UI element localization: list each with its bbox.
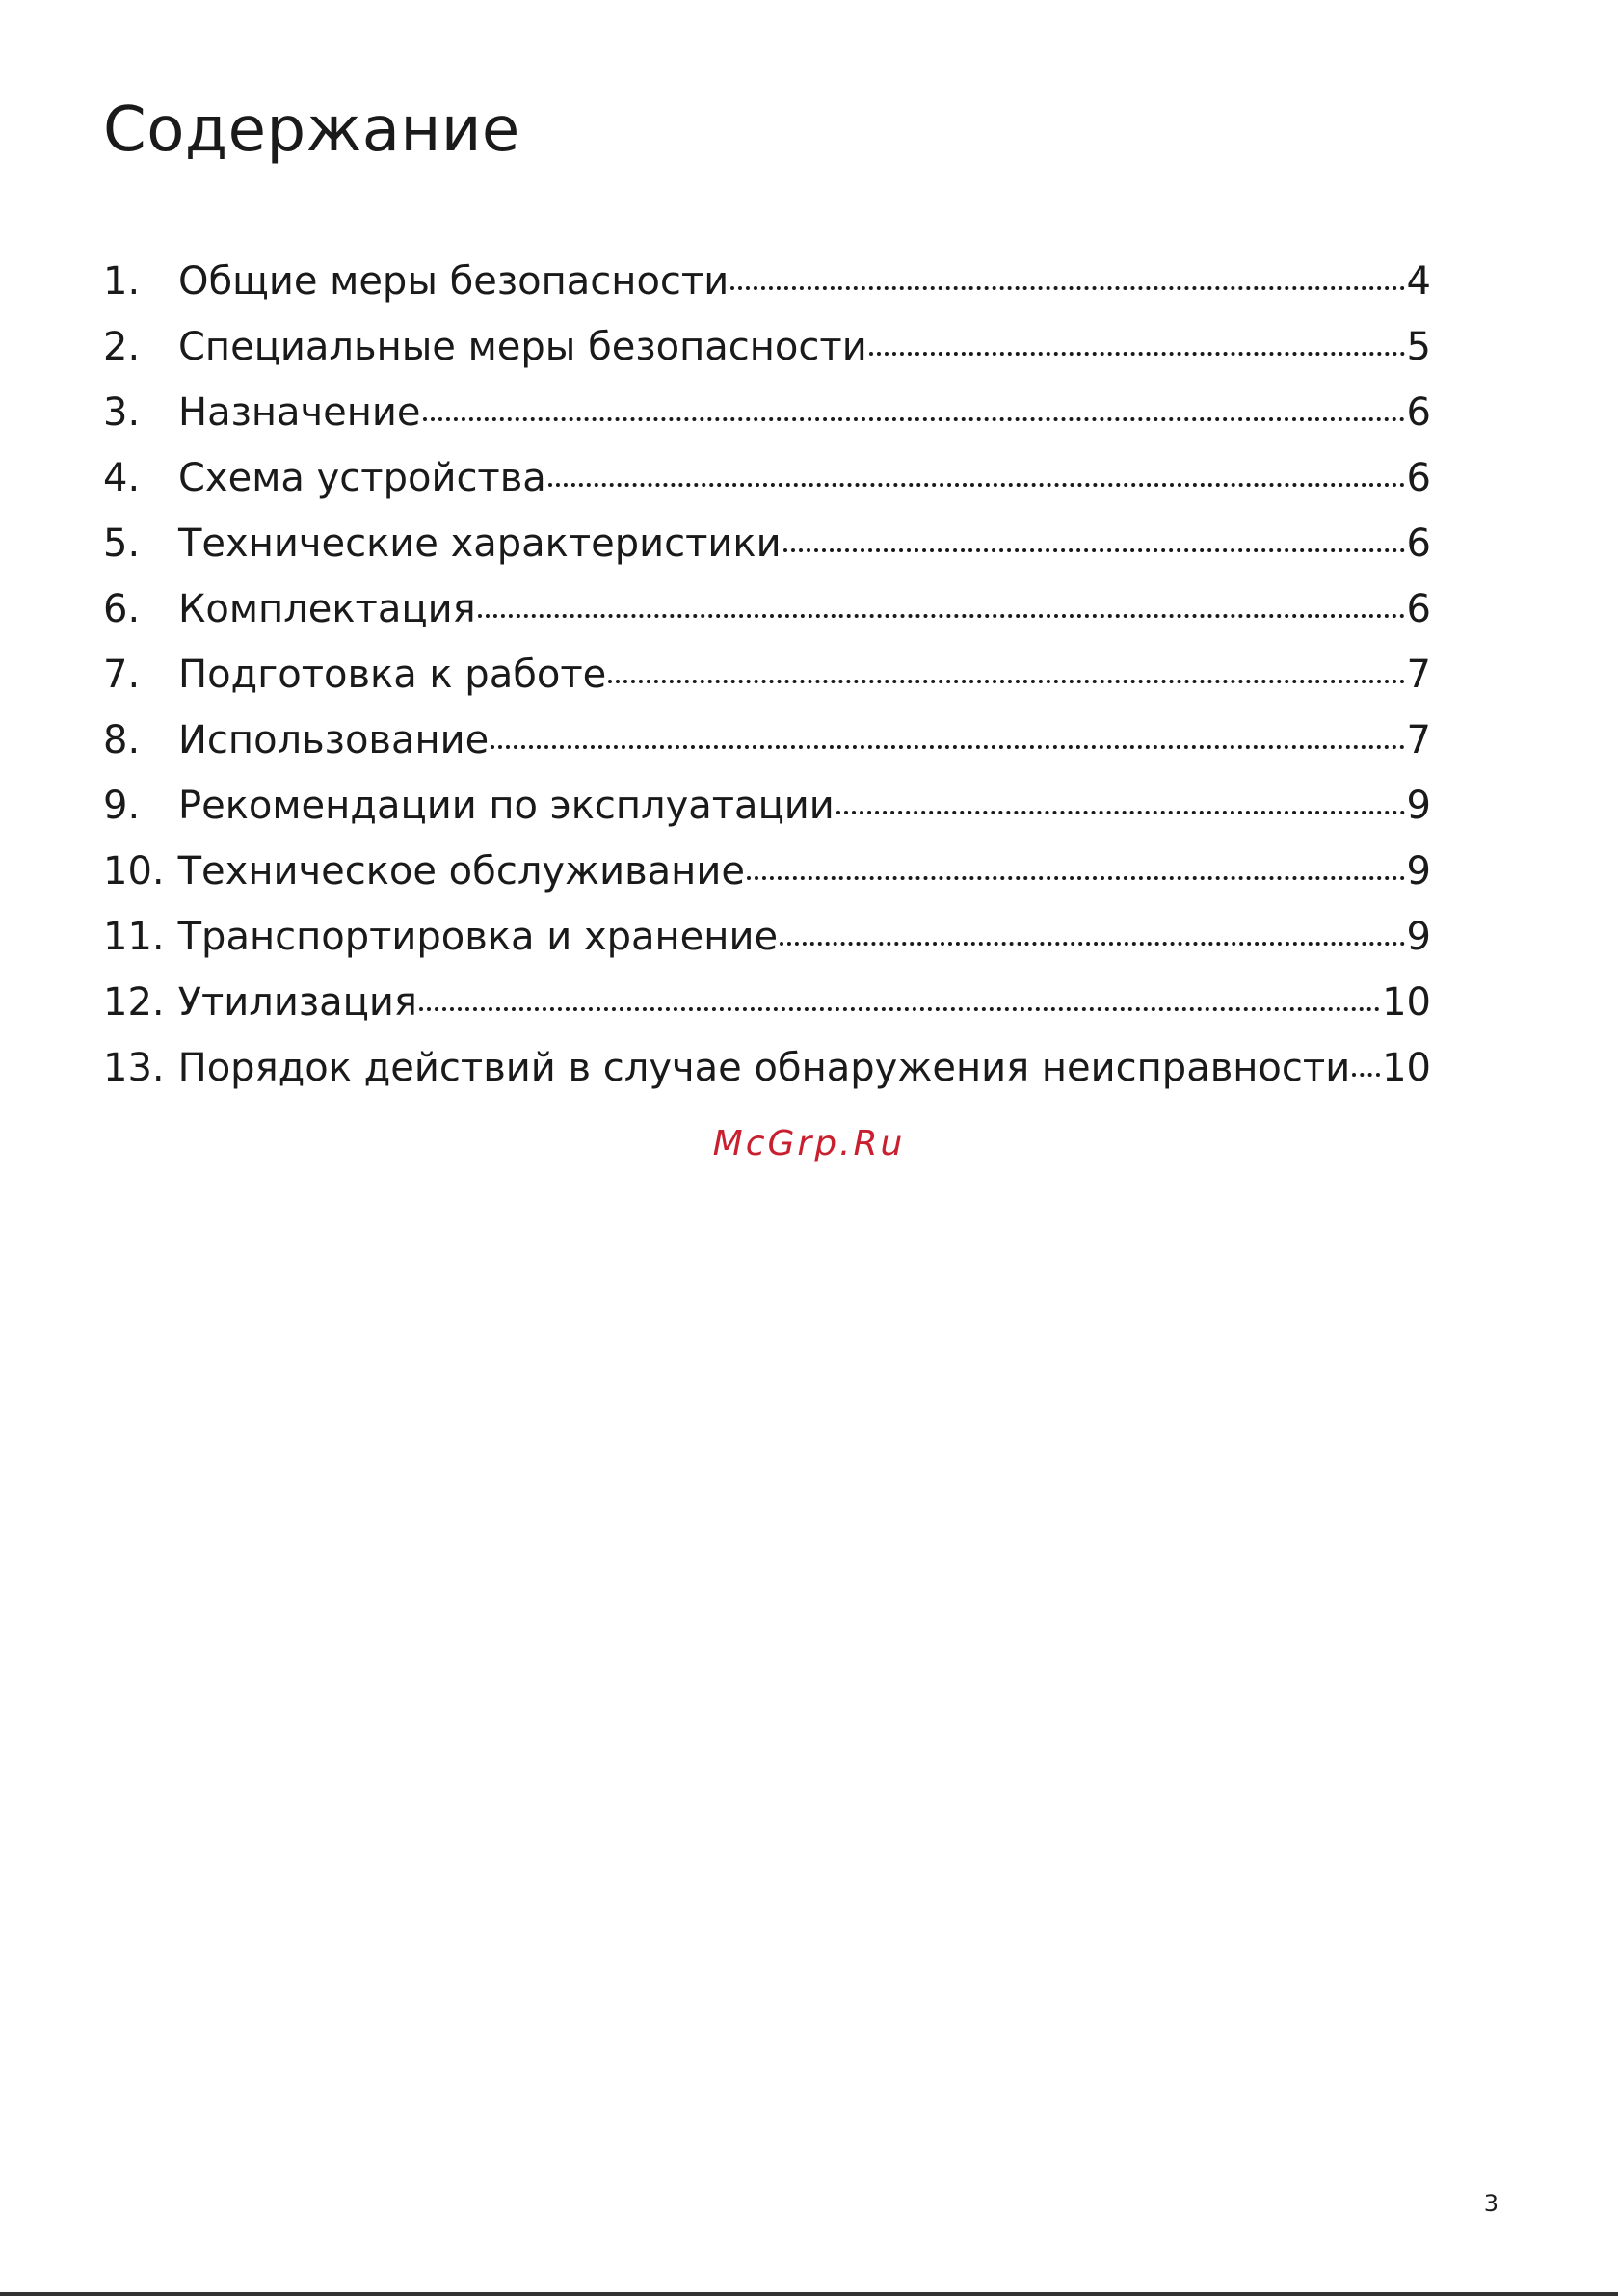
toc-item-number: 12. [103, 980, 165, 1025]
dot-leader [869, 323, 1405, 361]
toc-item[interactable] [103, 642, 1431, 707]
toc-item-number: 5. [103, 521, 141, 566]
toc-item-page: 10 [1382, 1046, 1431, 1090]
toc-item[interactable] [103, 773, 1431, 839]
toc-item-label: Рекомендации по эксплуатации [178, 784, 835, 828]
toc-item-page: 10 [1382, 980, 1431, 1025]
toc-item-label: Транспортировка и хранение [177, 915, 779, 959]
page-number: 3 [1483, 2190, 1499, 2217]
dot-leader [1352, 1044, 1380, 1082]
toc-item-label: Утилизация [177, 980, 417, 1025]
toc-item-number: 9. [103, 784, 141, 828]
dot-leader [836, 782, 1405, 820]
toc-item-page: 9 [1406, 849, 1431, 894]
toc-item-number: 3. [103, 390, 141, 435]
dot-leader [423, 388, 1405, 427]
toc-item-page: 7 [1406, 653, 1431, 697]
toc-item[interactable] [103, 576, 1431, 642]
dot-leader [491, 716, 1404, 755]
dot-leader [608, 651, 1404, 689]
toc-item-page: 6 [1406, 390, 1431, 435]
toc-item-page: 4 [1406, 259, 1431, 304]
toc-item-page: 6 [1406, 456, 1431, 500]
table-of-contents [103, 249, 1431, 1101]
dot-leader [548, 454, 1405, 493]
dot-leader [783, 520, 1405, 558]
toc-item-label: Технические характеристики [178, 521, 782, 566]
toc-item-number: 4. [103, 456, 141, 500]
toc-item[interactable] [103, 707, 1431, 773]
toc-item-label: Порядок действий в случае обнаружения неисправности [177, 1046, 1351, 1090]
toc-item[interactable] [103, 445, 1431, 511]
toc-item-label: Комплектация [178, 587, 476, 631]
bottom-divider [0, 2292, 1618, 2296]
toc-item-label: Схема устройства [178, 456, 546, 500]
dot-leader [747, 847, 1405, 886]
toc-item[interactable] [103, 511, 1431, 576]
toc-item[interactable] [103, 839, 1431, 904]
toc-item[interactable] [103, 1035, 1431, 1101]
toc-item-page: 6 [1406, 521, 1431, 566]
toc-item[interactable] [103, 904, 1431, 970]
toc-item-label: Общие меры безопасности [178, 259, 729, 304]
toc-item-label: Специальные меры безопасности [178, 325, 867, 369]
toc-item[interactable] [103, 249, 1431, 314]
watermark-link[interactable]: McGrp.Ru [712, 1124, 906, 1163]
toc-item[interactable] [103, 970, 1431, 1035]
toc-item-number: 13. [103, 1046, 165, 1090]
toc-item-label: Техническое обслуживание [177, 849, 745, 894]
toc-item-label: Подготовка к работе [178, 653, 607, 697]
toc-item-number: 8. [103, 718, 141, 762]
dot-leader [780, 913, 1405, 951]
toc-item-page: 9 [1406, 915, 1431, 959]
toc-item-page: 6 [1406, 587, 1431, 631]
dot-leader [730, 257, 1404, 296]
dot-leader [419, 978, 1380, 1017]
toc-item-number: 10. [103, 849, 165, 894]
toc-item-number: 11. [103, 915, 165, 959]
toc-item-number: 7. [103, 653, 141, 697]
page-title: Содержание [103, 94, 520, 166]
toc-item[interactable] [103, 380, 1431, 445]
dot-leader [478, 585, 1405, 624]
toc-item-number: 2. [103, 325, 141, 369]
toc-item-number: 1. [103, 259, 141, 304]
toc-item-number: 6. [103, 587, 141, 631]
toc-item-page: 9 [1406, 784, 1431, 828]
toc-item-label: Использование [178, 718, 490, 762]
toc-item-page: 5 [1406, 325, 1431, 369]
toc-item-label: Назначение [178, 390, 421, 435]
toc-item-page: 7 [1406, 718, 1431, 762]
toc-item[interactable] [103, 314, 1431, 380]
